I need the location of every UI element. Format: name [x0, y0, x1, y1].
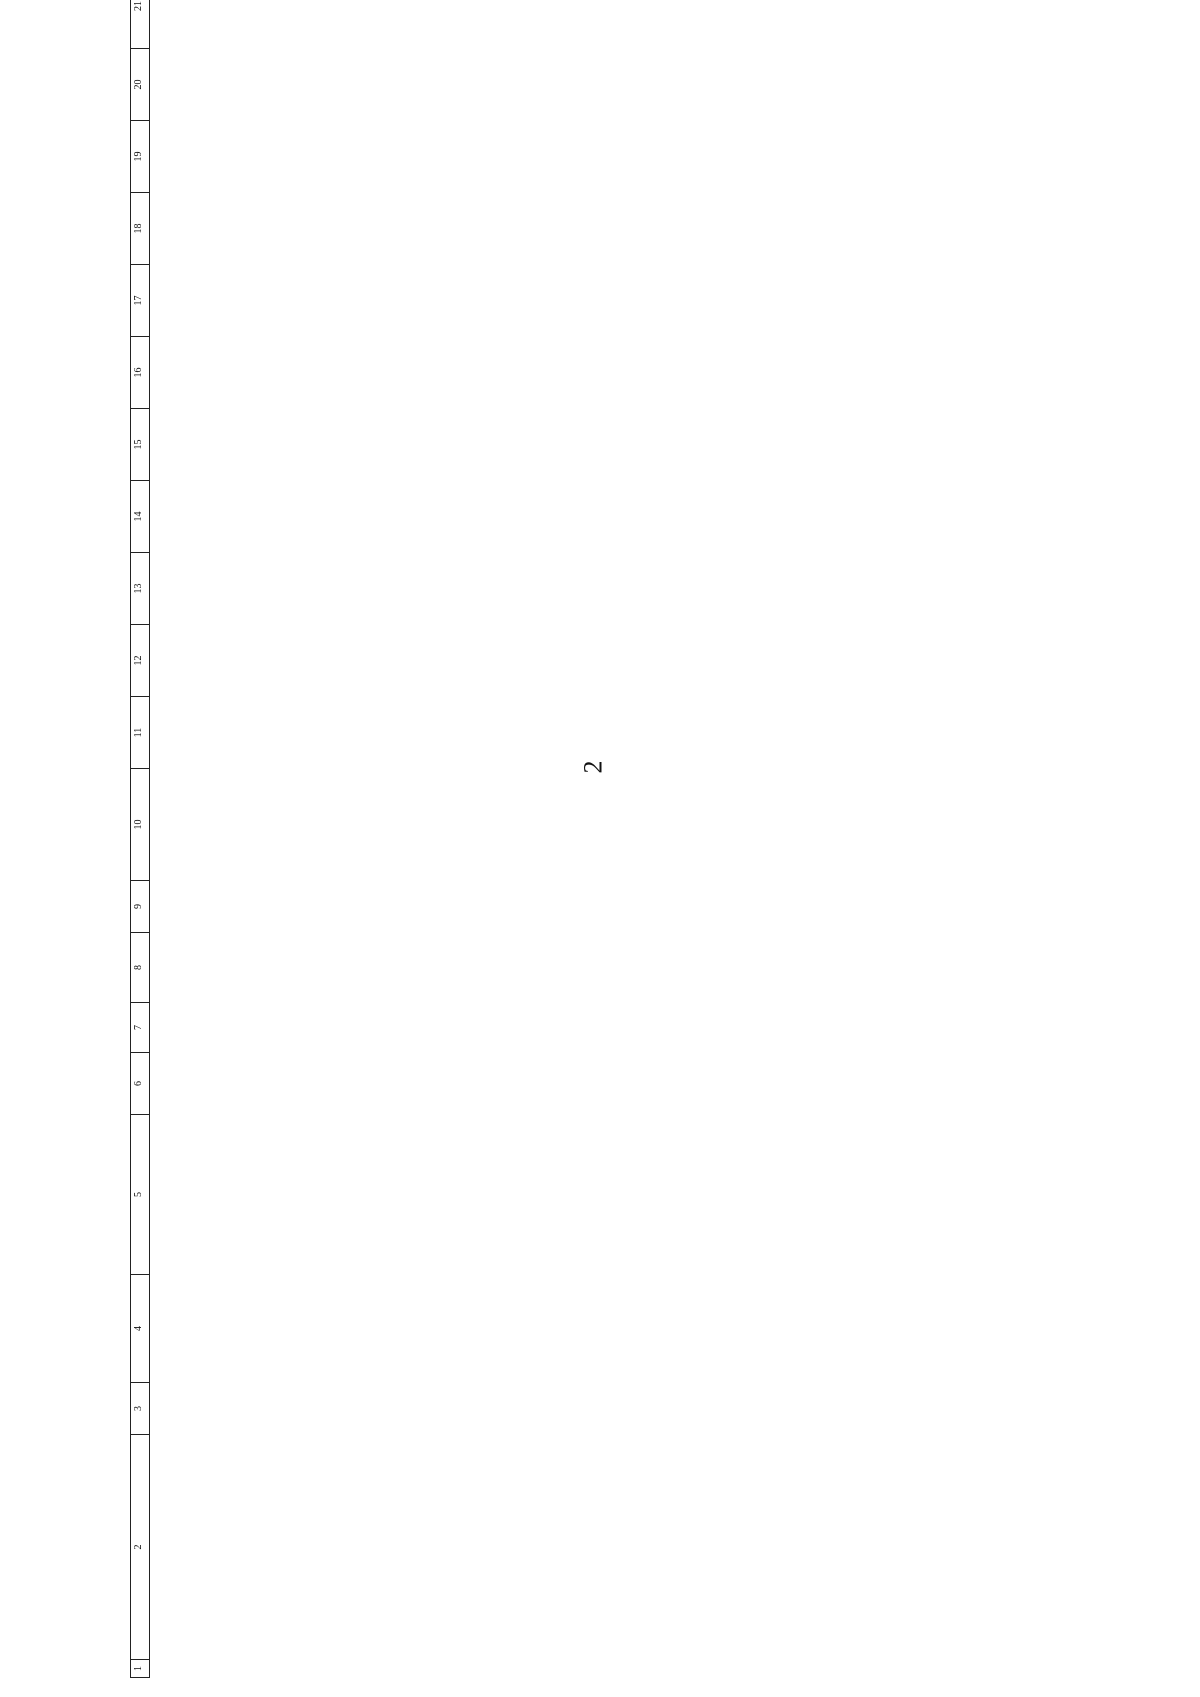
page-number: 2	[578, 760, 608, 774]
header-cell: 16	[131, 337, 150, 409]
header-cell: 7	[131, 1003, 150, 1053]
header-cell: 8	[131, 933, 150, 1003]
header-cell: 20	[131, 49, 150, 121]
header-cell: 15	[131, 409, 150, 481]
header-cell: 13	[131, 553, 150, 625]
data-table	[130, 0, 150, 1678]
header-cell: 11	[131, 697, 150, 769]
header-cell: 2	[131, 1435, 150, 1660]
header-cell: 1	[131, 1660, 150, 1678]
header-cell: 3	[131, 1383, 150, 1435]
header-cell: 9	[131, 881, 150, 933]
header-cell: 18	[131, 193, 150, 265]
header-cell: 14	[131, 481, 150, 553]
header-cell: 5	[131, 1115, 150, 1275]
header-cell: 6	[131, 1053, 150, 1115]
header-row	[131, 0, 150, 1678]
header-cell: 21	[131, 0, 150, 49]
header-cell: 4	[131, 1275, 150, 1383]
rotated-table-wrapper	[130, 1, 1158, 1678]
header-cell: 19	[131, 121, 150, 193]
header-cell: 17	[131, 265, 150, 337]
header-cell: 10	[131, 769, 150, 881]
header-cell: 12	[131, 625, 150, 697]
document-sheet	[130, 1, 1158, 1678]
